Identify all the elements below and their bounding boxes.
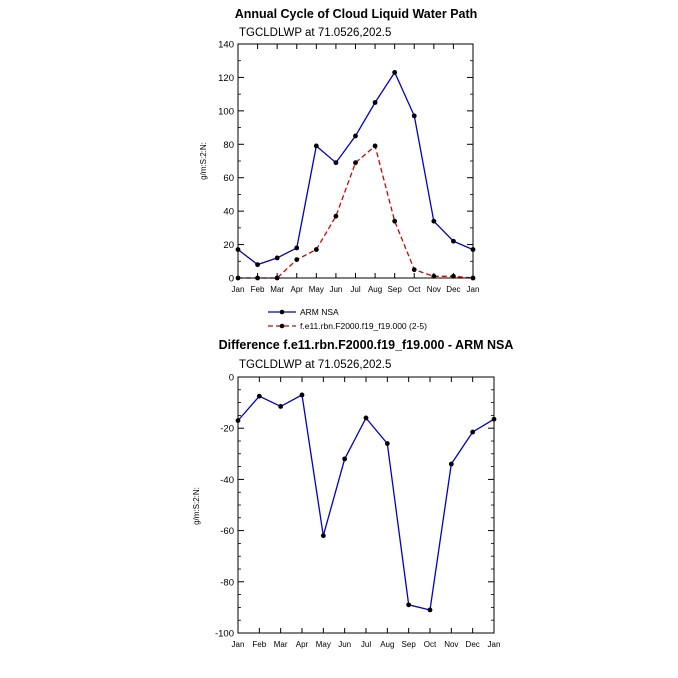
legend-marker-arm-nsa (280, 310, 285, 315)
bottom-chart-series-0-point (321, 533, 326, 538)
top-chart-ytick-label: 140 (218, 39, 234, 51)
bottom-chart-xtick-label: May (315, 640, 331, 649)
top-chart-series-0-point (451, 239, 456, 244)
top-chart-ytick-label: 60 (223, 173, 234, 185)
top-chart-series-0-point (275, 256, 280, 261)
bottom-chart-xtick-label: Mar (273, 640, 288, 649)
bottom-chart-xtick-label: Jan (231, 640, 245, 649)
bottom-chart (192, 338, 513, 649)
top-chart-series-0-point (431, 219, 436, 224)
top-chart-series-1-point (294, 257, 299, 262)
top-chart-series-1-point (353, 160, 358, 165)
top-chart-xtick-label: Feb (250, 285, 265, 294)
top-chart-ylabel: g/m:S:2:N: (199, 142, 208, 180)
bottom-chart-ytick-label: -40 (220, 474, 234, 486)
top-chart-ytick-label: 80 (223, 139, 234, 151)
bottom-chart-title: Difference f.e11.rbn.F2000.f19_f19.000 - ARM NSA (218, 338, 514, 352)
top-chart-series-line-1 (238, 146, 473, 278)
bottom-chart-series-0-point (470, 430, 475, 435)
top-chart-title: Annual Cycle of Cloud Liquid Water Path (234, 7, 478, 21)
top-chart-xtick-label: May (308, 285, 324, 294)
bottom-chart-xtick-label: Jun (338, 640, 352, 649)
top-chart-xtick-label: Sep (387, 285, 402, 294)
bottom-chart-axes (215, 373, 500, 650)
bottom-chart-xtick-label: Jan (487, 640, 501, 649)
bottom-chart-ytick-label: -80 (220, 577, 234, 589)
bottom-chart-ytick-label: -20 (220, 423, 234, 435)
top-chart-series-1-point (412, 267, 417, 272)
top-chart-series-1-point (392, 219, 397, 224)
top-chart-xtick-label: Nov (426, 285, 441, 294)
top-chart-series-line-0 (238, 72, 473, 264)
bottom-chart-series-0-point (428, 608, 433, 613)
bottom-chart-xtick-label: Nov (444, 640, 459, 649)
top-chart-series-0-point (412, 113, 417, 118)
top-chart-xtick-label: Jan (466, 285, 480, 294)
top-chart-series-0-point (255, 262, 260, 267)
legend-marker-model (280, 324, 285, 329)
top-chart-series-0-point (314, 144, 319, 149)
top-chart (199, 7, 479, 331)
bottom-chart-series-0-point (342, 457, 347, 462)
bottom-chart-xtick-label: Dec (465, 640, 480, 649)
bottom-chart-series-0-point (278, 404, 283, 409)
bottom-chart-ytick-label: -60 (220, 526, 234, 538)
top-chart-series-0-point (334, 160, 339, 165)
top-chart-ytick-label: 40 (223, 206, 234, 218)
top-chart-xtick-label: Dec (446, 285, 461, 294)
bottom-chart-series-0-point (257, 394, 262, 399)
bottom-chart-series (236, 393, 497, 613)
top-chart-legend (268, 307, 427, 331)
bottom-chart-xtick-label: Sep (401, 640, 416, 649)
top-chart-series-0-point (294, 246, 299, 251)
bottom-chart-series-0-point (406, 602, 411, 607)
top-chart-xtick-label: Jul (350, 285, 361, 294)
top-chart-series (236, 70, 476, 280)
bottom-chart-xtick-label: Apr (295, 640, 309, 649)
legend-label-arm-nsa: ARM NSA (300, 307, 339, 317)
legend-label-model: f.e11.rbn.F2000.f19_f19.000 (2-5) (300, 321, 427, 331)
bottom-chart-xtick-label: Feb (252, 640, 267, 649)
top-chart-series-0-point (392, 70, 397, 75)
bottom-chart-series-0-point (364, 416, 369, 421)
top-chart-xtick-label: Apr (290, 285, 303, 294)
bottom-chart-subtitle: TGCLDLWP at 71.0526,202.5 (239, 359, 392, 371)
top-chart-ytick-label: 20 (223, 240, 234, 252)
bottom-chart-series-0-point (300, 393, 305, 398)
top-chart-subtitle: TGCLDLWP at 71.0526,202.5 (239, 27, 392, 39)
top-chart-xtick-label: Aug (367, 285, 383, 294)
top-chart-xtick-label: Oct (408, 285, 421, 294)
bottom-chart-ytick-label: 0 (228, 372, 234, 384)
bottom-chart-frame (238, 377, 494, 633)
top-chart-series-1-point (373, 144, 378, 149)
top-chart-series-0-point (353, 134, 358, 139)
bottom-chart-ytick-label: -100 (214, 628, 234, 640)
bottom-chart-xtick-label: Aug (380, 640, 395, 649)
bottom-chart-series-line-0 (238, 395, 494, 610)
top-chart-ytick-label: 120 (218, 72, 234, 84)
top-chart-xtick-label: Mar (270, 285, 285, 294)
top-chart-series-0-point (373, 100, 378, 105)
bottom-chart-series-0-point (449, 462, 454, 467)
top-chart-series-1-point (314, 247, 319, 252)
bottom-chart-xtick-label: Oct (423, 640, 437, 649)
bottom-chart-ylabel: g/m:S:2:N: (192, 487, 201, 525)
bottom-chart-xtick-label: Jul (360, 640, 372, 649)
top-chart-xtick-label: Jun (329, 285, 343, 294)
top-chart-ytick-label: 0 (228, 273, 234, 285)
top-chart-xtick-label: Jan (231, 285, 245, 294)
top-chart-series-1-point (334, 214, 339, 219)
top-chart-ytick-label: 100 (218, 106, 234, 118)
top-chart-axes (218, 40, 479, 295)
bottom-chart-series-0-point (385, 441, 390, 446)
